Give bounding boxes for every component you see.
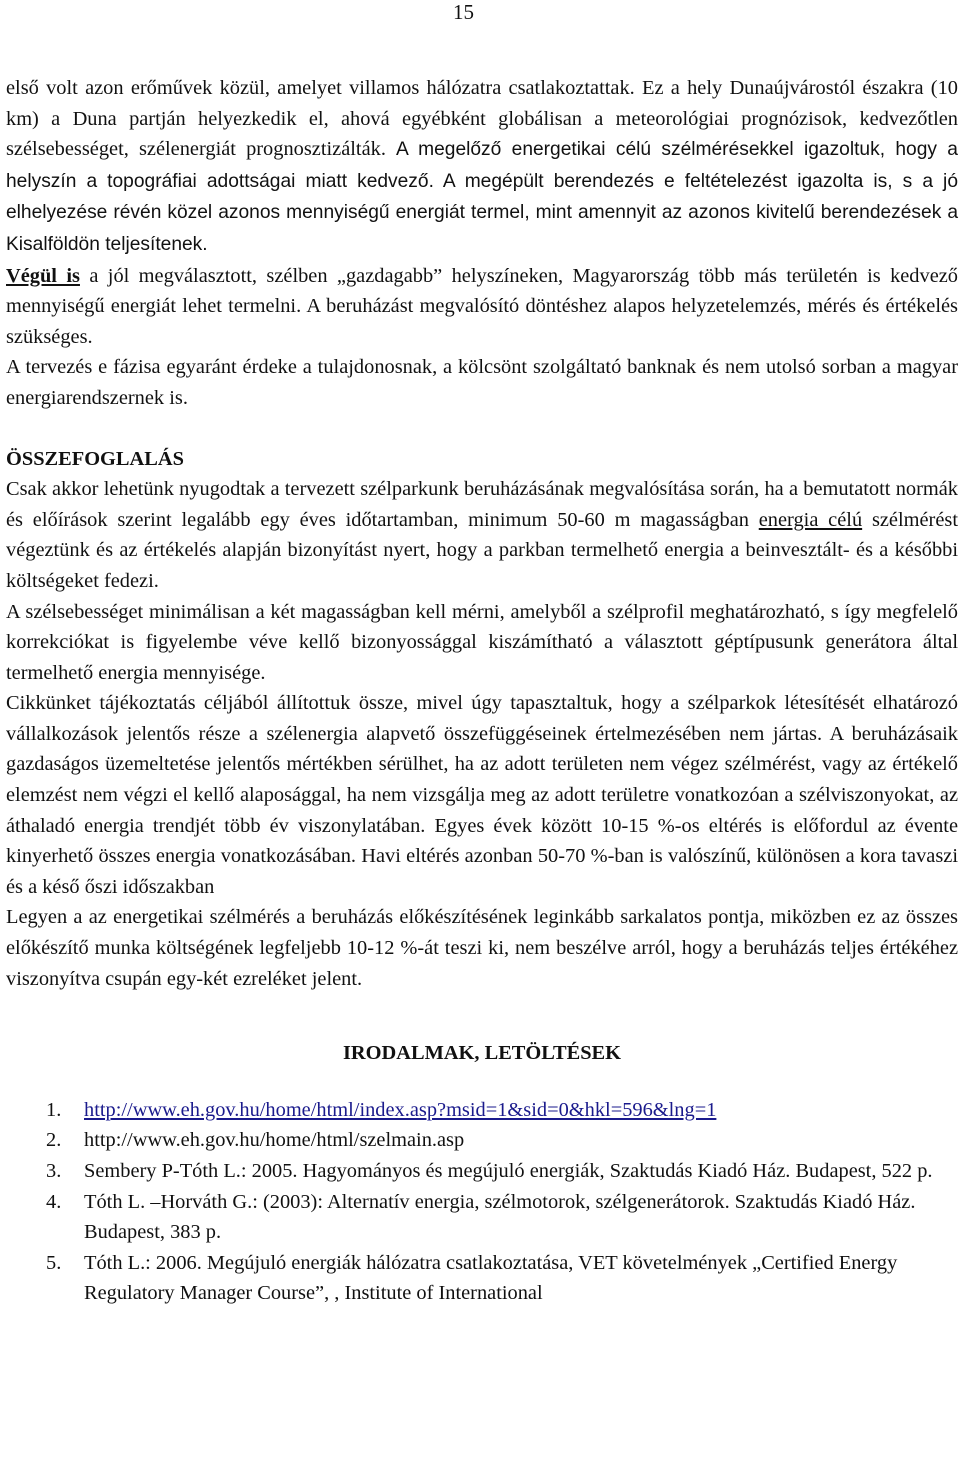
reference-text: Tóth L. –Horváth G.: (2003): Alternatív energia, szélmotorok, szélgenerátorok. Szaktudás Kiadó Ház. Budapest, 383 p. [84,1190,916,1244]
paragraph-2-text: a jól megválasztott, szélben „gazdagabb” helyszíneken, Magyarország több más területén is kedvező mennyiségű energiát lehet termelni. [6,264,958,318]
reference-number: 2. [46,1129,62,1152]
reference-item [6,1125,958,1156]
reference-item [6,1156,958,1187]
summary-paragraph-1-underlined: energia célú [758,508,863,531]
reference-number: 5. [46,1251,62,1274]
summary-paragraph-4: Legyen a az energetikai szélmérés a beruházás előkészítésének leginkább sarkalatos pontja, miközben ez az összes előkészítő munka költségének legfeljebb 10-12 %-át teszi ki, nem beszélve arról, hogy a beruházás teljes értékéhez viszonyítva csupán egy-két ezreléket jelent. [6,906,958,990]
reference-number: 4. [46,1190,62,1213]
reference-number: 1. [46,1098,62,1121]
document-body [6,73,958,1309]
summary-paragraph-3: Cikkünket tájékoztatás céljából állítottuk össze, mivel úgy tapasztaltuk, hogy a szélparkok létesítését elhatározó vállalkozások jelentős része a szélenergia alapvető összefüggéseinek értelmezésében nem jártas. A beruházásaik gazdaságos üzemeltetése jelentős mértékben sérülhet, ha az adott területen nem végez szélmérést, vagy az értékelő elemzést nem végzi el kellő alaposággal, ha nem vizsgálja meg az adott területre vonatkozóan a szélviszonyokat, az áthaladó energia trendjét több év viszonylatában. Egyes évek között 10-15 %-os eltérés is előfordul az évente kinyerhető összes energia vonatkozásában. Havi eltérés azonban 50-70 %-ban is valószínű, különösen a kora tavaszi és a késő őszi időszakban [6,692,958,898]
reference-text: Tóth L.: 2006. Megújuló energiák hálózatra csatlakoztatása, VET követelmények „Certified Energy Regulatory Manager Course”, , Institute of International [84,1251,898,1305]
summary-heading: ÖSSZEFOGLALÁS [6,447,184,470]
paragraph-2 [6,261,958,353]
reference-link[interactable]: http://www.eh.gov.hu/home/html/index.asp?msid=1&sid=0&hkl=596&lng=1 [84,1098,717,1121]
paragraph-1-sans-text: A megelőző energetikai célú szélmérésekkel igazoltuk, hogy a helyszín a topográfiai adottságai miatt kedvező. A megépült berendezés e feltételezést igazolta is, s a jó elhelyezése révén közel azonos mennyiségű energiát termel, mint amennyit az azonos kivitelű berendezések a Kisalföldön teljesítenek. [6,139,958,255]
summary-paragraph-2: A szélsebességet minimálisan a két magasságban kell mérni, amelyből a szélprofil meghatározható, s így megfelelő korrekciókat is figyelembe véve kellő bizonyossággal kiszámítható a választott géptípusunk generátora által termelhető energia mennyisége. [6,600,958,684]
references-list [6,1095,958,1309]
summary-paragraph-1-text-b: szélmérést végeztünk és az értékelés alapján bizonyítást nyert, hogy a parkban termelhető energia a beinvesztált- és a későbbi költségeket fedezi. [6,508,958,592]
reference-item [6,1095,958,1126]
paragraph-1-text: első volt azon erőművek közül, amelyet villamos hálózatra csatlakoztattak. Ez a hely Dunaújvárostól északra (10 km) a Duna partján helyezkedik el, ahová egyébként globálisan a meteorológiai prognózisok, kedvezőtlen szélsebességet, szélenergiát prognosztizálták. [6,77,958,161]
reference-item [6,1187,958,1248]
reference-item [6,1248,958,1309]
reference-text: Sembery P-Tóth L.: 2005. Hagyományos és megújuló energiák, Szaktudás Kiadó Ház. Budapest, 522 p. [84,1160,933,1182]
paragraph-3: A tervezés e fázisa egyaránt érdeke a tulajdonosnak, a kölcsönt szolgáltató banknak és nem utolsó sorban a magyar energiarendszernek is. [6,356,958,409]
paragraph-2-emphasis: Végül is [6,264,80,287]
paragraph-1 [6,73,958,261]
references-heading: IRODALMAK, LETÖLTÉSEK [343,1042,621,1065]
reference-number: 3. [46,1160,62,1182]
reference-text: http://www.eh.gov.hu/home/html/szelmain.asp [84,1129,465,1152]
page-number: 15 [453,0,474,24]
paragraph-2-text-b: A beruházást megvalósító döntéshez alapos helyzetelemzés, mérés és értékelés szükséges. [6,295,958,348]
summary-paragraph-1-text-a: Csak akkor lehetünk nyugodtak a tervezett szélparkunk beruházásának megvalósítása során, ha a bemutatott normák és előírások szerint legalább egy éves időtartamban, minimum 50-60 m magasságban [6,478,958,531]
summary-paragraph-1 [6,474,958,596]
